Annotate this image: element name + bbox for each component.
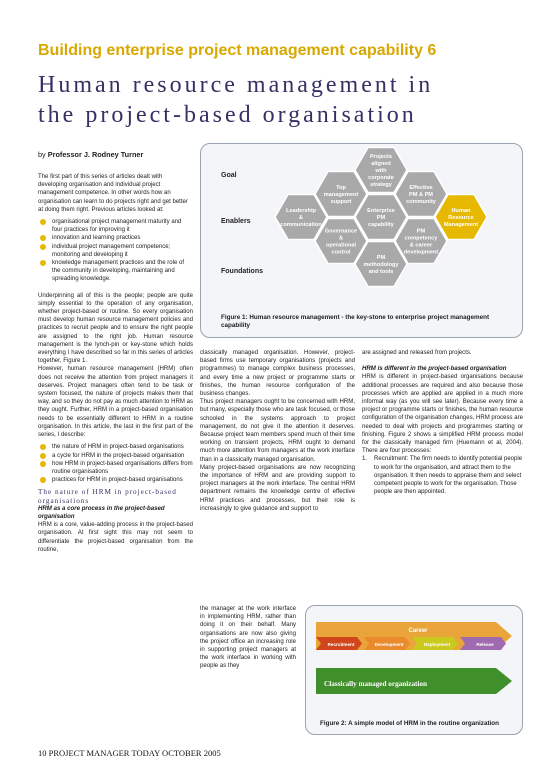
organization-label: Classically managed organization bbox=[324, 680, 428, 688]
sub-heading: HRM is different in the project-based organisation bbox=[362, 365, 507, 373]
process-step-label: Deployment bbox=[423, 641, 451, 647]
byline bbox=[38, 150, 143, 159]
process-step-label: Release bbox=[476, 641, 494, 647]
list-item: practices for HRM in project-based organisations bbox=[38, 476, 193, 484]
col1-intro: The first part of this series of articles dealt with developing organisation and individual project management competence. In other words how an organisation can learn to do projects right and get better at doing them right. Previous articles looked at: bbox=[38, 174, 188, 213]
bullet-dot-icon bbox=[40, 444, 46, 450]
hexagon-label: Human Resource Management bbox=[443, 208, 479, 228]
article-title-line-1: Human resource management in bbox=[38, 72, 434, 98]
list-item: a cycle for HRM in the project-based organisation bbox=[38, 452, 193, 460]
list-item: how HRM in project-based organisations differs from routine organisations bbox=[38, 460, 193, 476]
hexagon-label: Top management support bbox=[323, 185, 359, 205]
figure-1-caption: Figure 1: Human resource management - the key-stone to enterprise project management capability bbox=[221, 314, 490, 329]
col2-narrow-paragraph: the manager at the work interface in implementing HRM, rather than doing it on their behalf. Many organisations are now also giving the project office an increasing role in supporting project managers at the work interface in working with people as they bbox=[200, 606, 296, 670]
article-title-line-2: the project-based organisation bbox=[38, 102, 417, 128]
list-item: individual project management competence; monitoring and developing it bbox=[38, 243, 193, 259]
hexagon-label: Leadership & communication bbox=[280, 208, 322, 228]
column-1 bbox=[38, 173, 193, 554]
col2-paragraph-1: classically managed organisation. However, project-based firms use temporary organisations (projects and programmes) to manage complex business processes, and every time a new project or programme starts or finishes, the human resource configuration of the business changes. bbox=[200, 350, 355, 398]
figure-2-caption: Figure 2: A simple model of HRM in the routine organization bbox=[320, 720, 499, 727]
bullet-dot-icon bbox=[40, 260, 46, 266]
col3-process-list bbox=[362, 455, 523, 496]
figure-1 bbox=[200, 143, 523, 338]
label-goal: Goal bbox=[221, 172, 237, 179]
article-title bbox=[38, 70, 518, 130]
column-2-narrow bbox=[200, 605, 296, 671]
col2-paragraph-2: Thus project managers ought to be concerned with HRM, but many, especially those who are task focused, or those schooled in the systems approach to project management, do not give it the attention it deserves. Because project team members spend much of their time working on transient projects, HRM ought to demand much more attention from managers at the work interface than in a classically managed organisation. bbox=[200, 399, 355, 463]
hexagon-label: Enterprise PM capability bbox=[367, 208, 395, 228]
col1-paragraph-2: Underpinning all of this is the people; people are quite simply essential to the operation of any organisation, whether project-based or routine. So every organisation must develop human resource management policies and practices to recruit people and to ensure the right people are assigned to the right job. Human resource management is the lynch-pin or key-stone which holds everything I have described so far in this series of articles together, Figure 1. bbox=[38, 292, 193, 365]
col3-paragraph-2: HRM is different in project-based organisations because additional processes are required and also because those processes which are applied are applied in a much more informal way (as you will see later). Because every time a project or programme starts or finishes, the human resource configuration of the organisation changes, HRM process are needed to deal with projects and programmes starting or finishing. Figure 2 shows a simplified HRM process model for the classically managed firm (Huemann et al, 2004). There are four processes: bbox=[362, 374, 524, 455]
process-step-label: Development bbox=[374, 641, 404, 647]
bullet-dot-icon bbox=[40, 461, 46, 467]
career-label: Career bbox=[408, 628, 428, 634]
column-3 bbox=[362, 349, 523, 496]
hrm-process-diagram bbox=[306, 606, 522, 714]
byline-author: Professor J. Rodney Turner bbox=[47, 150, 144, 159]
hexagon-label: PM methodology and tools bbox=[363, 255, 399, 275]
series-title: Building enterprise project management capability 6 bbox=[38, 42, 437, 59]
col2-paragraph-3: Many project-based organisations are now recognizing the importance of HRM and are providing support to project managers at the work interface. The central HRM department remains the knowledge centre of effective HRM practices and processes, but their role is increasingly to give guidance and support to bbox=[200, 464, 355, 512]
hexagon-diagram bbox=[201, 144, 522, 294]
col1-bullets-2 bbox=[38, 443, 193, 484]
col3-paragraph-1: are assigned and released from projects. bbox=[362, 350, 472, 356]
hexagon-label: PM competency & career development bbox=[403, 228, 439, 256]
byline-prefix: by bbox=[38, 150, 46, 159]
process-step-label: Recruitment bbox=[327, 641, 355, 647]
bullet-dot-icon bbox=[40, 235, 46, 241]
sub-heading: HRM as a core process in the project-based organisation bbox=[38, 504, 165, 520]
list-item: innovation and learning practices bbox=[38, 234, 193, 242]
list-item: knowledge management practices and the role of the community in developing, maintaining and spreading knowledge. bbox=[38, 259, 193, 284]
list-item: the nature of HRM in project-based organisations bbox=[38, 443, 193, 451]
bullet-dot-icon bbox=[40, 244, 46, 250]
col1-paragraph-3: However, human resource management (HRM) often does not receive the attention from project managers it deserves. Project managers often tend to be task or system focused, the nature of projects makes them that way, and so they do not pay as much attention to HRM as they ought. Further, HRM in a project-based organisation needs to be essentially different to HRM in a routine organisation. In this article, the last in the first part of the series, I describe: bbox=[38, 366, 193, 439]
process-step bbox=[364, 637, 410, 650]
hexagon-label: Governance & operational control bbox=[324, 228, 358, 256]
bullet-dot-icon bbox=[40, 453, 46, 459]
figure-2 bbox=[305, 605, 523, 735]
col1-bullets-1 bbox=[38, 218, 193, 284]
process-step bbox=[412, 637, 458, 650]
page-footer: 10 PROJECT MANAGER TODAY OCTOBER 2005 bbox=[38, 748, 221, 758]
label-enablers: Enablers bbox=[221, 218, 251, 225]
hexagon-label: Effective PM & PM community bbox=[406, 185, 436, 205]
section-heading: The nature of HRM in project-based organisations bbox=[38, 488, 177, 505]
bullet-dot-icon bbox=[40, 477, 46, 483]
bullet-dot-icon bbox=[40, 219, 46, 225]
process-step bbox=[460, 637, 506, 650]
list-item: 1. Recruitment: The firm needs to identify potential people to work for the organisation, and attract them to the organisation. It then needs to appraise them and select competent people to work for the organisation. Those people are then appointed. bbox=[362, 456, 523, 496]
hexagon-label: Projects aligned with corporate strategy bbox=[368, 154, 394, 188]
list-item: organisational project management maturity and four practices for improving it bbox=[38, 218, 193, 234]
column-2 bbox=[200, 349, 355, 513]
col1-paragraph-4: HRM is a core, value-adding process in the project-based organisation. At first sight this may not seem to differentiate the project-based organisation from the routine, bbox=[38, 522, 193, 553]
process-step bbox=[316, 637, 362, 650]
label-foundations: Foundations bbox=[221, 268, 263, 275]
